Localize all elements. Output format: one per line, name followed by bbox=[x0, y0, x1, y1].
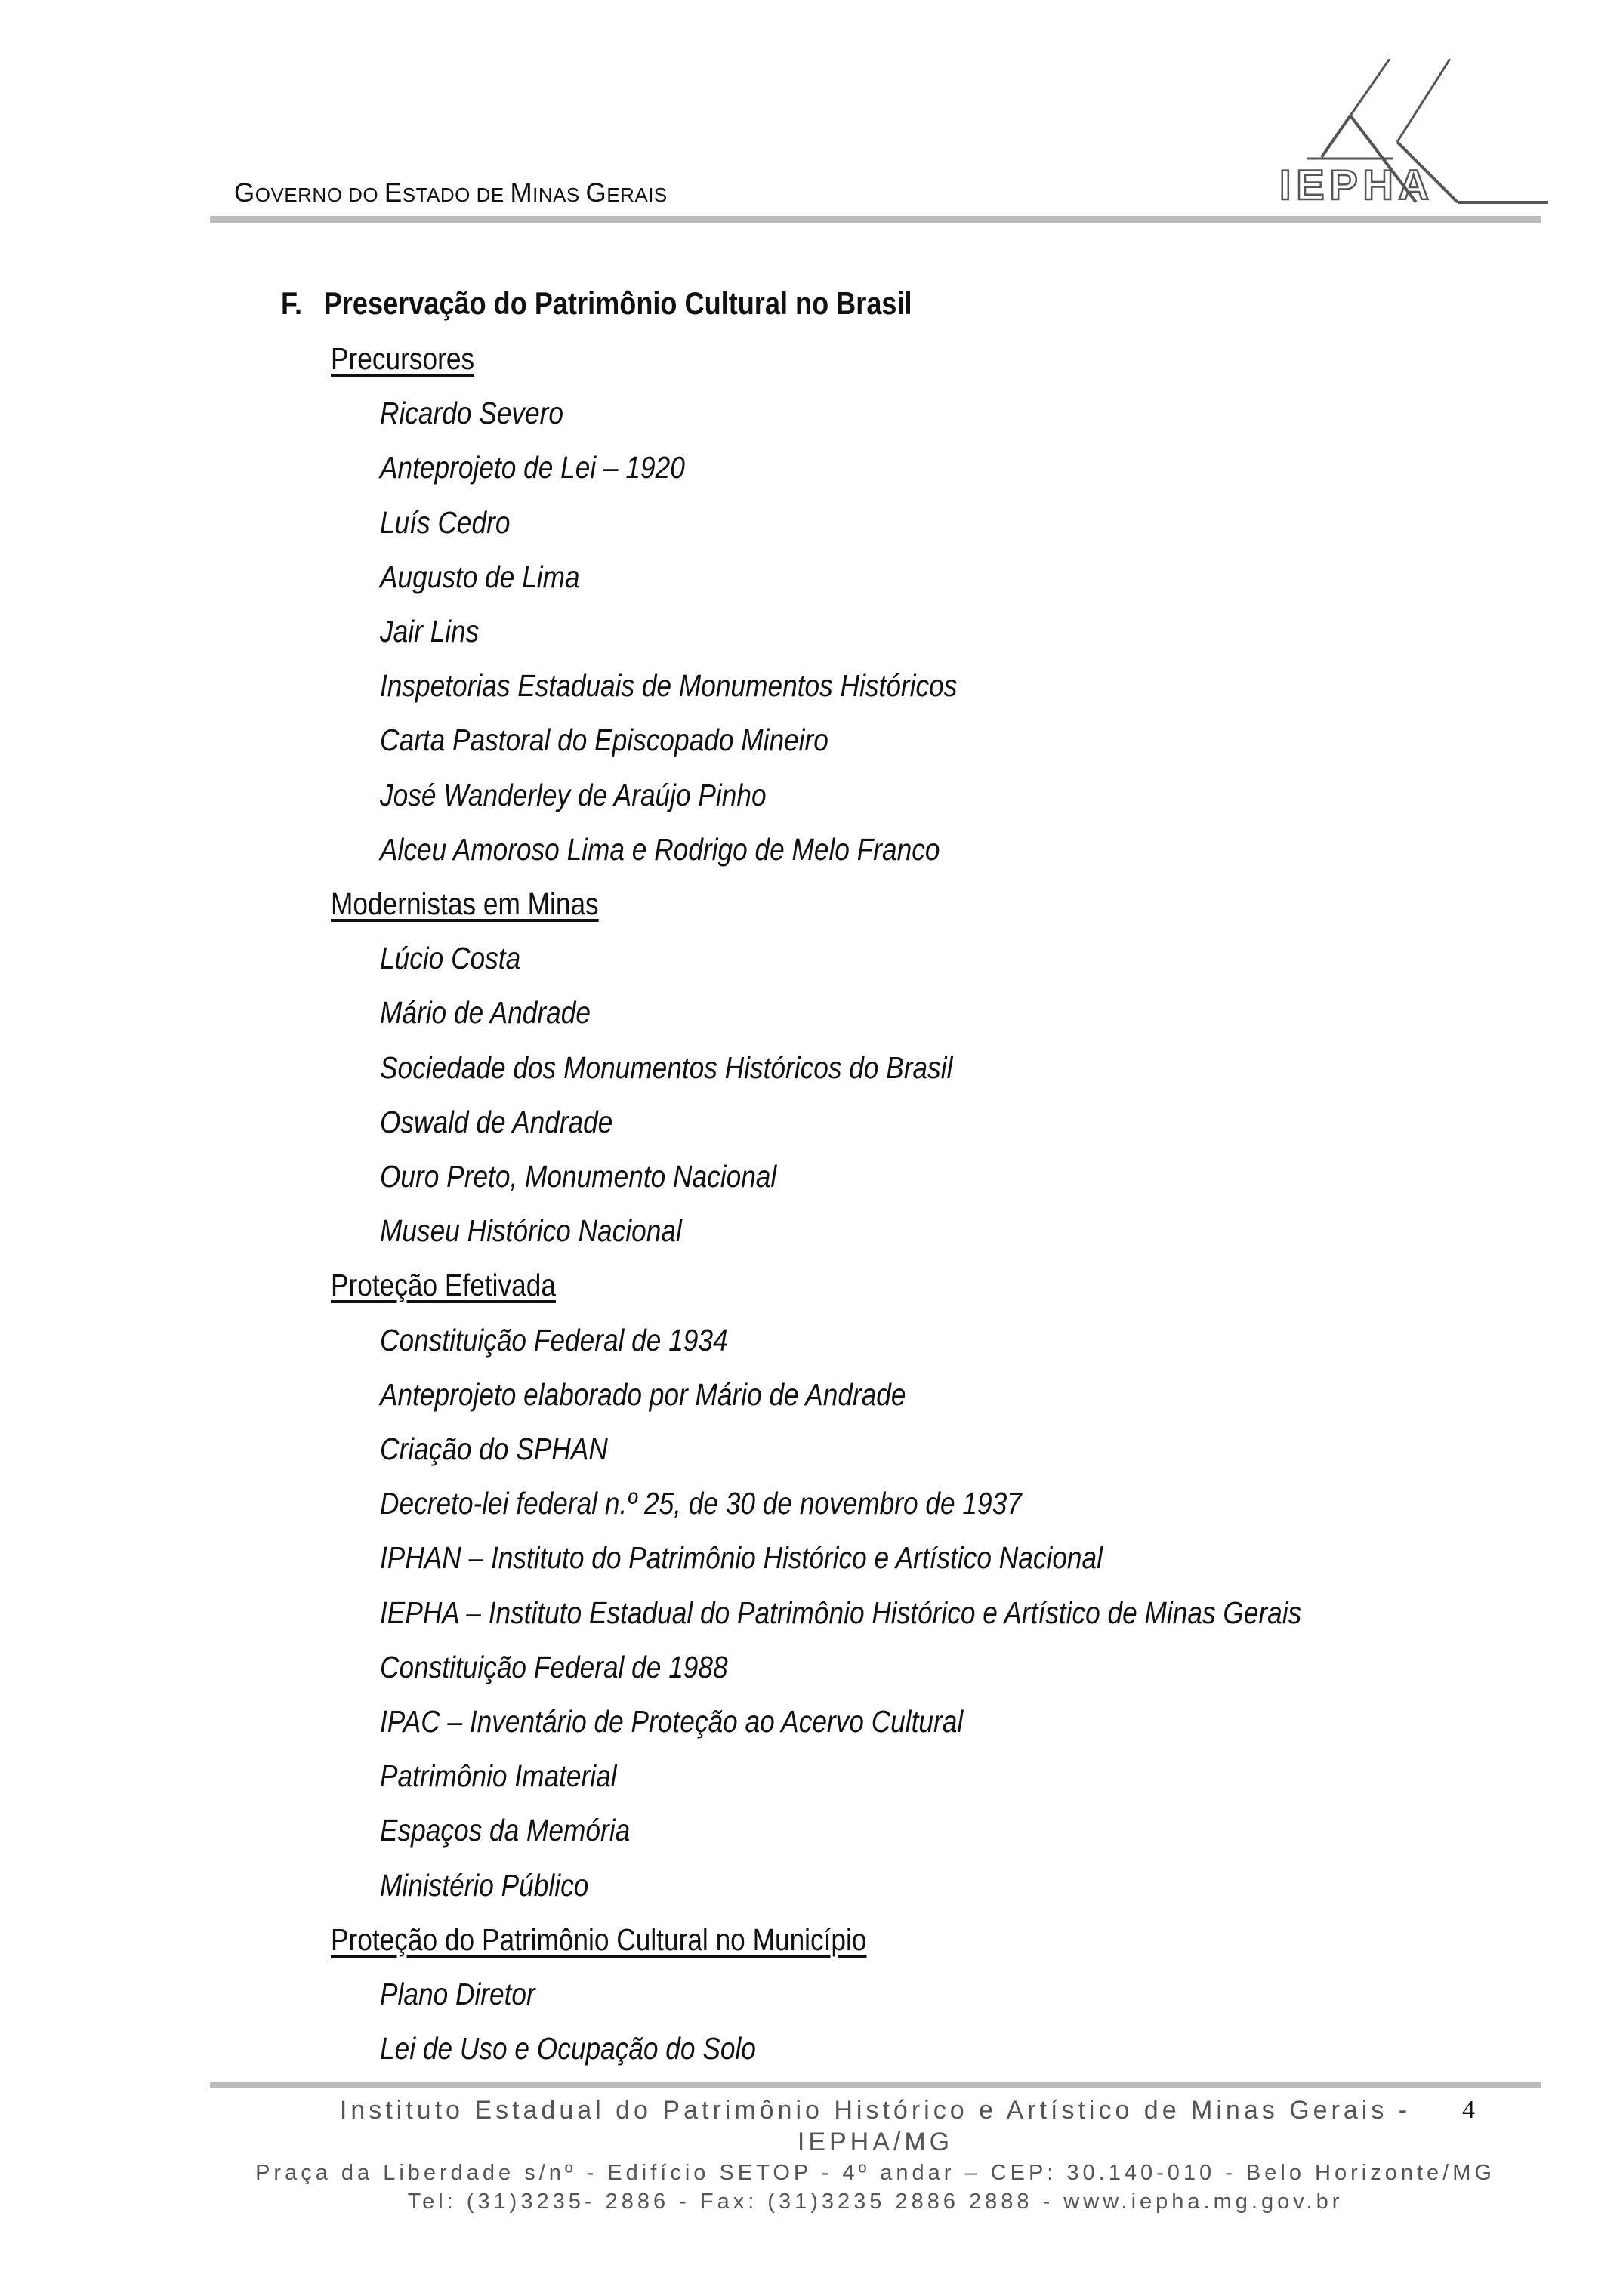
outline-item: Alceu Amoroso Lima e Rodrigo de Melo Franco bbox=[380, 832, 940, 867]
header-title bbox=[234, 178, 668, 208]
outline-item: IPAC – Inventário de Proteção ao Acervo Cultural bbox=[380, 1704, 964, 1739]
outline-item: Criação do SPHAN bbox=[380, 1432, 608, 1466]
header-title-cap: M bbox=[510, 178, 533, 208]
outline-item: Lúcio Costa bbox=[380, 941, 521, 975]
outline-group-heading: Precursores bbox=[331, 341, 475, 376]
header-title-rest: OVERNO DO bbox=[255, 183, 384, 206]
header-title-rest: STADO DE bbox=[402, 183, 511, 206]
footer-address-line: Praça da Liberdade s/nº - Edifício SETOP - 4º andar – CEP: 30.140-010 - Belo Horizonte/MG bbox=[255, 2161, 1495, 2185]
outline-item: Anteprojeto elaborado por Mário de Andrade bbox=[380, 1377, 906, 1412]
iepha-logo bbox=[1276, 59, 1548, 214]
header-title-rest: INAS bbox=[532, 183, 586, 206]
header-title-cap: E bbox=[384, 178, 403, 208]
outline-item: Espaços da Memória bbox=[380, 1813, 631, 1848]
outline-item: IPHAN – Instituto do Patrimônio Histórico e Artístico Nacional bbox=[380, 1540, 1103, 1575]
outline-item: Inspetorias Estaduais de Monumentos Históricos bbox=[380, 668, 958, 703]
outline-item: IEPHA – Instituto Estadual do Patrimônio Histórico e Artístico de Minas Gerais bbox=[380, 1595, 1302, 1630]
header-divider bbox=[210, 216, 1541, 223]
header-title-cap: G bbox=[585, 178, 607, 208]
section-letter: F. bbox=[281, 285, 303, 321]
outline-item: Ministério Público bbox=[380, 1868, 589, 1903]
outline-group-heading: Proteção Efetivada bbox=[331, 1268, 556, 1302]
section-title-text: Preservação do Patrimônio Cultural no Brasil bbox=[323, 285, 912, 321]
header-title-rest: ERAIS bbox=[606, 183, 668, 206]
outline-item: Anteprojeto de Lei – 1920 bbox=[380, 450, 685, 485]
outline-item: Luís Cedro bbox=[380, 505, 511, 540]
footer-acronym-line: IEPHA/MG bbox=[797, 2128, 954, 2156]
outline-item: Ricardo Severo bbox=[380, 396, 564, 430]
header-title-cap: G bbox=[234, 178, 255, 208]
section-heading bbox=[281, 285, 912, 322]
outline-item: Mário de Andrade bbox=[380, 995, 591, 1030]
outline-item: Plano Diretor bbox=[380, 1977, 535, 2011]
outline-item: Jair Lins bbox=[380, 614, 480, 649]
page-number: 4 bbox=[1462, 2096, 1475, 2124]
outline-item: Sociedade dos Monumentos Históricos do Brasil bbox=[380, 1050, 953, 1085]
outline-item: Lei de Uso e Ocupação do Solo bbox=[380, 2031, 756, 2066]
outline-item: Augusto de Lima bbox=[380, 559, 580, 594]
outline-item: Decreto-lei federal n.º 25, de 30 de novembro de 1937 bbox=[380, 1486, 1022, 1521]
footer-divider bbox=[210, 2082, 1541, 2088]
iepha-logo-text: IEPHA bbox=[1279, 161, 1430, 208]
outline-item: Carta Pastoral do Episcopado Mineiro bbox=[380, 723, 828, 757]
outline-item: Constituição Federal de 1934 bbox=[380, 1323, 728, 1358]
outline-item: Constituição Federal de 1988 bbox=[380, 1650, 728, 1684]
outline-item: Patrimônio Imaterial bbox=[380, 1758, 617, 1793]
outline-item: José Wanderley de Araújo Pinho bbox=[380, 778, 767, 812]
footer-institute-line: Instituto Estadual do Patrimônio Histórico e Artístico de Minas Gerais - bbox=[339, 2096, 1412, 2125]
outline-item: Museu Histórico Nacional bbox=[380, 1213, 682, 1248]
outline-group-heading: Modernistas em Minas bbox=[331, 886, 599, 921]
outline-group-heading: Proteção do Patrimônio Cultural no Município bbox=[331, 1922, 867, 1957]
outline-item: Oswald de Andrade bbox=[380, 1105, 613, 1139]
outline-item: Ouro Preto, Monumento Nacional bbox=[380, 1159, 777, 1194]
footer-contact-line: Tel: (31)3235- 2886 - Fax: (31)3235 2886 2888 - www.iepha.mg.gov.br bbox=[407, 2190, 1344, 2214]
